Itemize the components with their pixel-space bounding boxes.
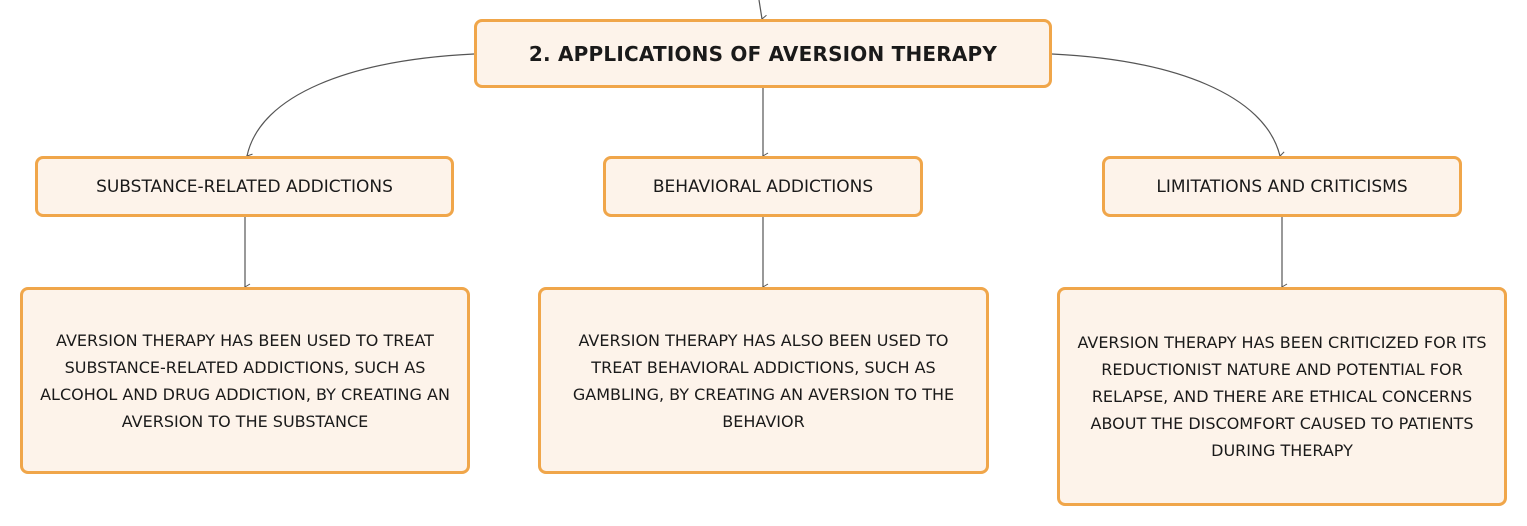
category-node-behavioral-addictions[interactable] (603, 156, 923, 217)
category-node-substance-related-addictions[interactable] (35, 156, 454, 217)
parent-connector (759, 0, 762, 19)
detail-text: AVERSION THERAPY HAS ALSO BEEN USED TO TREAT BEHAVIORAL ADDICTIONS, SUCH AS GAMBLING, BY CREATING AN AVERSION TO THE BEHAVIOR (572, 330, 955, 431)
detail-node-limitations[interactable] (1057, 287, 1507, 506)
category-label: SUBSTANCE-RELATED ADDICTIONS (96, 176, 393, 197)
category-label: BEHAVIORAL ADDICTIONS (652, 176, 874, 197)
detail-text: AVERSION THERAPY HAS BEEN CRITICIZED FOR ITS REDUCTIONIST NATURE AND POTENTIAL FOR RELAPSE, AND THERE ARE ETHICAL CONCERNS ABOUT THE DISCOMFORT CAUSED TO PATIENTS DURING THERAPY (1077, 333, 1487, 460)
detail-node-behavioral[interactable] (538, 287, 989, 474)
root-label: 2. APPLICATIONS OF AVERSION THERAPY (528, 41, 998, 66)
detail-node-substance-related[interactable] (20, 287, 470, 474)
category-node-limitations-and-criticisms[interactable] (1102, 156, 1462, 217)
category-label: LIMITATIONS AND CRITICISMS (1156, 176, 1408, 197)
connector-root-to-limitations (1052, 54, 1280, 156)
detail-text: AVERSION THERAPY HAS BEEN USED TO TREAT SUBSTANCE-RELATED ADDICTIONS, SUCH AS ALCOHOL AND DRUG ADDICTION, BY CREATING AN AVERSION TO THE SUBSTANCE (40, 330, 450, 431)
root-node[interactable] (474, 19, 1052, 88)
connector-root-to-substance (247, 54, 474, 156)
